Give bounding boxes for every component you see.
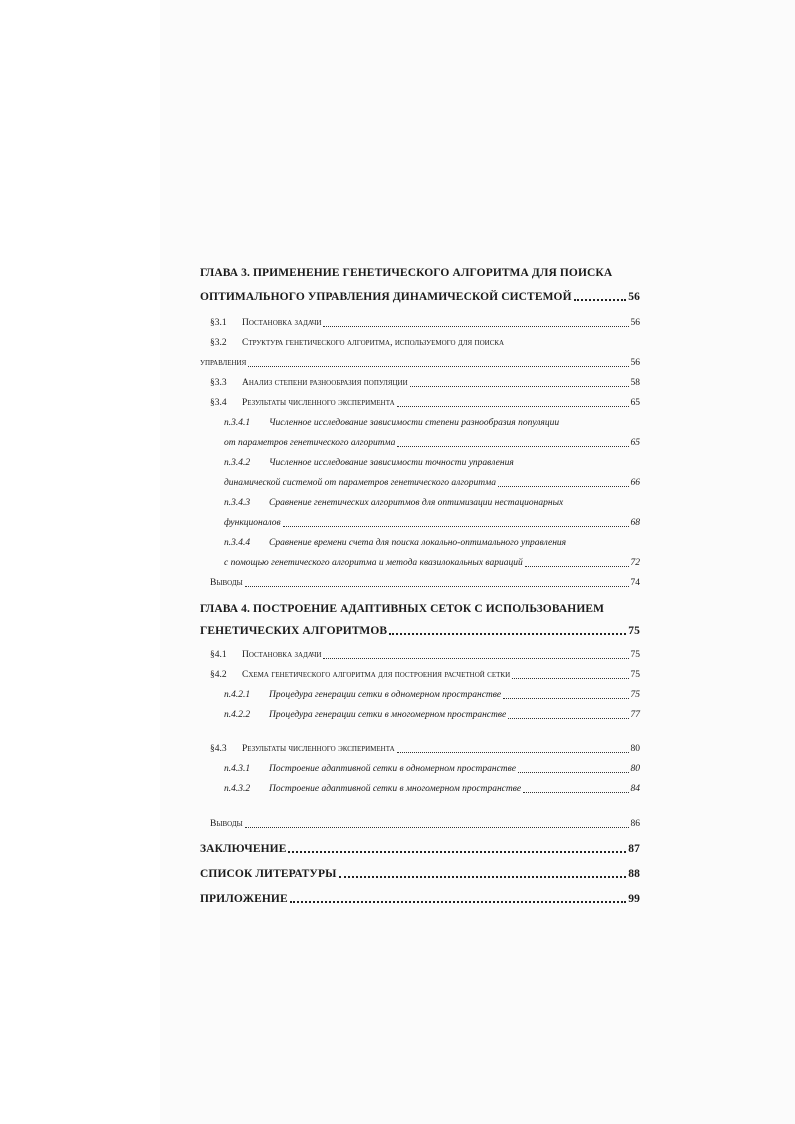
toc-entry-3-3[interactable]: §3.3 Анализ степени разнообразия популяции 58 [210,378,640,388]
toc-entry-4-2-2[interactable]: п.4.2.2 Процедура генерации сетки в многомерном пространстве 77 [224,710,640,720]
toc-entry-4-3-2[interactable]: п.4.3.2 Построение адаптивной сетки в многомерном пространстве 84 [224,784,640,794]
leader-dots [503,697,628,699]
toc-entry-3-4-1-cont[interactable]: от параметров генетического алгоритма 65 [224,438,640,448]
leader-dots [290,900,627,903]
leader-dots [498,485,629,487]
toc-entry-4-1[interactable]: §4.1 Постановка задачи 75 [210,650,640,660]
leader-dots [397,751,629,753]
chapter-3-heading-line2[interactable]: ОПТИМАЛЬНОГО УПРАВЛЕНИЯ ДИНАМИЧЕСКОЙ СИСТЕМОЙ 56 [200,291,640,303]
leader-dots [410,385,629,387]
chapter-4-heading-line1: ГЛАВА 4. ПОСТРОЕНИЕ АДАПТИВНЫХ СЕТОК С ИСПОЛЬЗОВАНИЕМ [200,603,605,615]
leader-dots [288,850,626,853]
leader-dots [512,677,628,679]
toc-entry-3-conclusions[interactable]: Выводы 74 [210,578,640,588]
chapter-4-heading-line2[interactable]: ГЕНЕТИЧЕСКИХ АЛГОРИТМОВ 75 [200,625,640,637]
leader-dots [323,325,628,327]
toc-entry-references[interactable]: СПИСОК ЛИТЕРАТУРЫ 88 [200,868,640,880]
toc-entry-conclusion[interactable]: ЗАКЛЮЧЕНИЕ 87 [200,843,640,855]
leader-dots [245,826,629,828]
toc-entry-4-3-1[interactable]: п.4.3.1 Построение адаптивной сетки в одномерном пространстве 80 [224,764,640,774]
leader-dots [397,405,629,407]
toc-entry-4-3[interactable]: §4.3 Результаты численного эксперимента 80 [210,744,640,754]
chapter-3-heading-line1: ГЛАВА 3. ПРИМЕНЕНИЕ ГЕНЕТИЧЕСКОГО АЛГОРИТМА ДЛЯ ПОИСКА [200,267,613,279]
leader-dots [518,771,628,773]
leader-dots [397,445,628,447]
toc-entry-3-4-2-cont[interactable]: динамической системой от параметров генетического алгоритма 66 [224,478,640,488]
leader-dots [339,875,627,878]
page-number: 56 [628,291,640,303]
leader-dots [283,525,629,527]
toc-entry-3-2-cont[interactable]: управления 56 [200,358,640,368]
toc-entry-3-4-2[interactable]: п.3.4.2 Численное исследование зависимости точности управления [224,458,514,468]
toc-entry-appendix[interactable]: ПРИЛОЖЕНИЕ 99 [200,893,640,905]
toc-entry-3-4-1[interactable]: п.3.4.1 Численное исследование зависимости степени разнообразия популяции [224,418,560,428]
toc-entry-3-4-4[interactable]: п.3.4.4 Сравнение времени счета для поиска локально-оптимального управления [224,538,567,548]
toc-entry-3-4[interactable]: §3.4 Результаты численного эксперимента 65 [210,398,640,408]
toc-entry-4-conclusions[interactable]: Выводы 86 [210,819,640,829]
toc-entry-3-4-3[interactable]: п.3.4.3 Сравнение генетических алгоритмов для оптимизации нестационарных [224,498,564,508]
leader-dots [525,565,629,567]
leader-dots [248,365,628,367]
toc-entry-3-1[interactable]: §3.1 Постановка задачи 56 [210,318,640,328]
leader-dots [523,791,628,793]
leader-dots [574,298,627,301]
toc-entry-3-4-4-cont[interactable]: с помощью генетического алгоритма и метода квазилокальных вариаций 72 [224,558,640,568]
leader-dots [389,632,626,635]
toc-entry-3-2[interactable]: §3.2 Структура генетического алгоритма, используемого для поиска [210,338,505,348]
leader-dots [323,657,628,659]
toc-entry-4-2[interactable]: §4.2 Схема генетического алгоритма для построения расчетной сетки 75 [210,670,640,680]
toc-entry-4-2-1[interactable]: п.4.2.1 Процедура генерации сетки в одномерном пространстве 75 [224,690,640,700]
leader-dots [508,717,628,719]
toc-entry-3-4-3-cont[interactable]: функционалов 68 [224,518,640,528]
leader-dots [245,585,629,587]
